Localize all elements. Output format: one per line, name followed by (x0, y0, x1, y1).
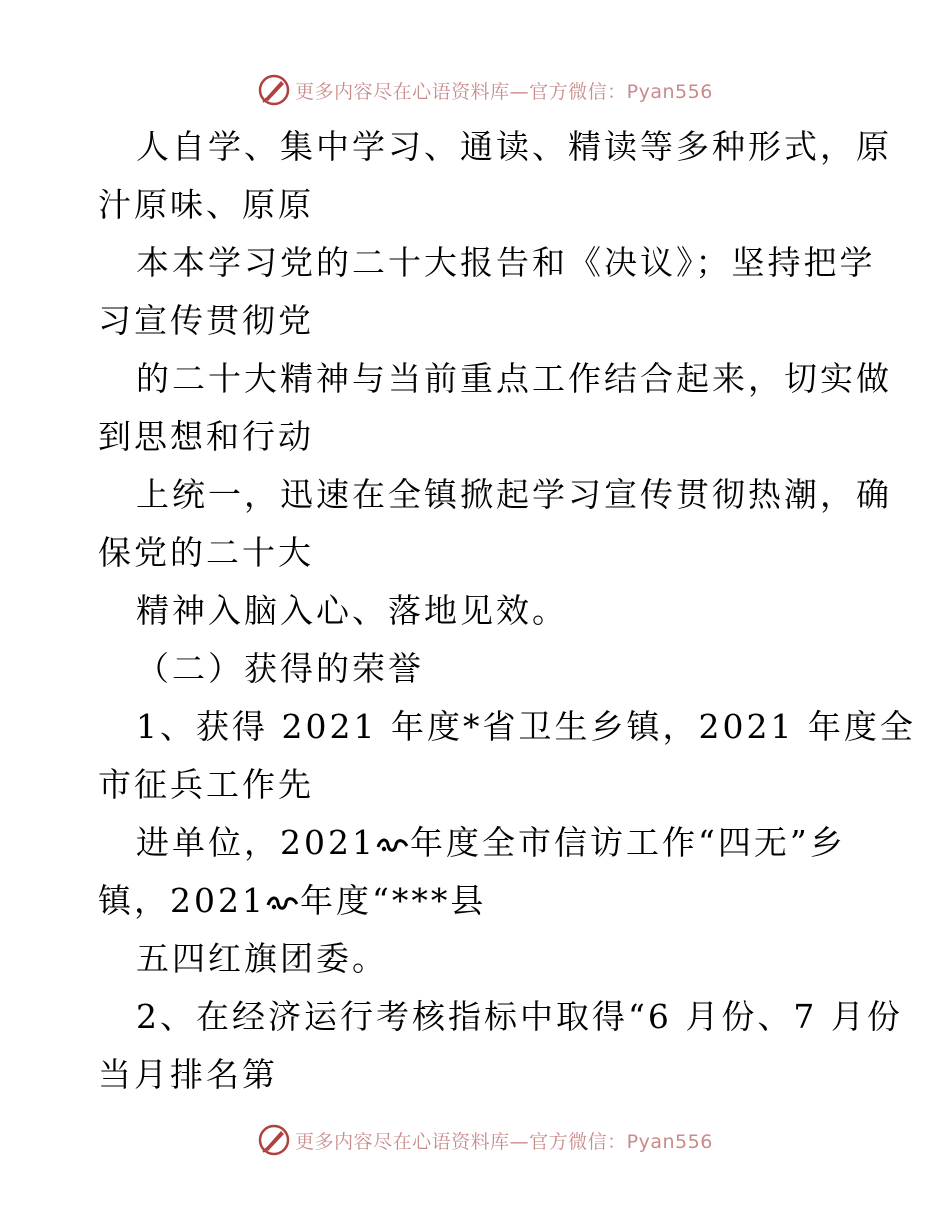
document-body (98, 118, 916, 1104)
text-line: 当月排名第 (98, 1055, 278, 1094)
text-line: 到思想和行动 (98, 417, 314, 456)
text-line: 的二十大精神与当前重点工作结合起来，切实做 (136, 359, 892, 398)
text-segment: 镇，2021 (98, 881, 266, 920)
text-line: 精神入脑入心、落地见效。 (136, 591, 568, 630)
footer-watermark (0, 1120, 950, 1160)
text-segment: 进单位，2021 (136, 823, 376, 862)
squiggle-glyph-icon (266, 893, 300, 913)
text-segment: 年度“***县 (299, 881, 487, 920)
text-line: 保党的二十大 (98, 533, 314, 572)
text-line: 本本学习党的二十大报告和《决议》；坚持把学 (136, 243, 876, 282)
section-heading: （二）获得的荣誉 (136, 649, 424, 688)
text-line: 2、在经济运行考核指标中取得“6 月份、7 月份 (136, 997, 903, 1036)
text-line: 人自学、集中学习、通读、精读等多种形式，原 (136, 127, 892, 166)
text-line: 上统一，迅速在全镇掀起学习宣传贯彻热潮，确 (136, 475, 892, 514)
text-line: 汁原味、原原 (98, 185, 314, 224)
text-line: 习宣传贯彻党 (98, 301, 314, 340)
header-watermark (0, 70, 950, 110)
quill-logo-icon (257, 73, 291, 107)
watermark-text: 更多内容尽在心语资料库—官方微信：Pyan556 (295, 80, 713, 103)
watermark-text: 更多内容尽在心语资料库—官方微信：Pyan556 (295, 1130, 713, 1153)
text-line (98, 814, 868, 872)
text-line: 市征兵工作先 (98, 765, 314, 804)
text-line (98, 872, 868, 930)
quill-logo-icon (257, 1123, 291, 1157)
text-segment: 年度全市信访工作“四无”乡 (409, 823, 846, 862)
squiggle-glyph-icon (376, 835, 410, 855)
text-line: 1、获得 2021 年度*省卫生乡镇，2021 年度全 (136, 707, 916, 746)
text-line: 五四红旗团委。 (136, 939, 388, 978)
